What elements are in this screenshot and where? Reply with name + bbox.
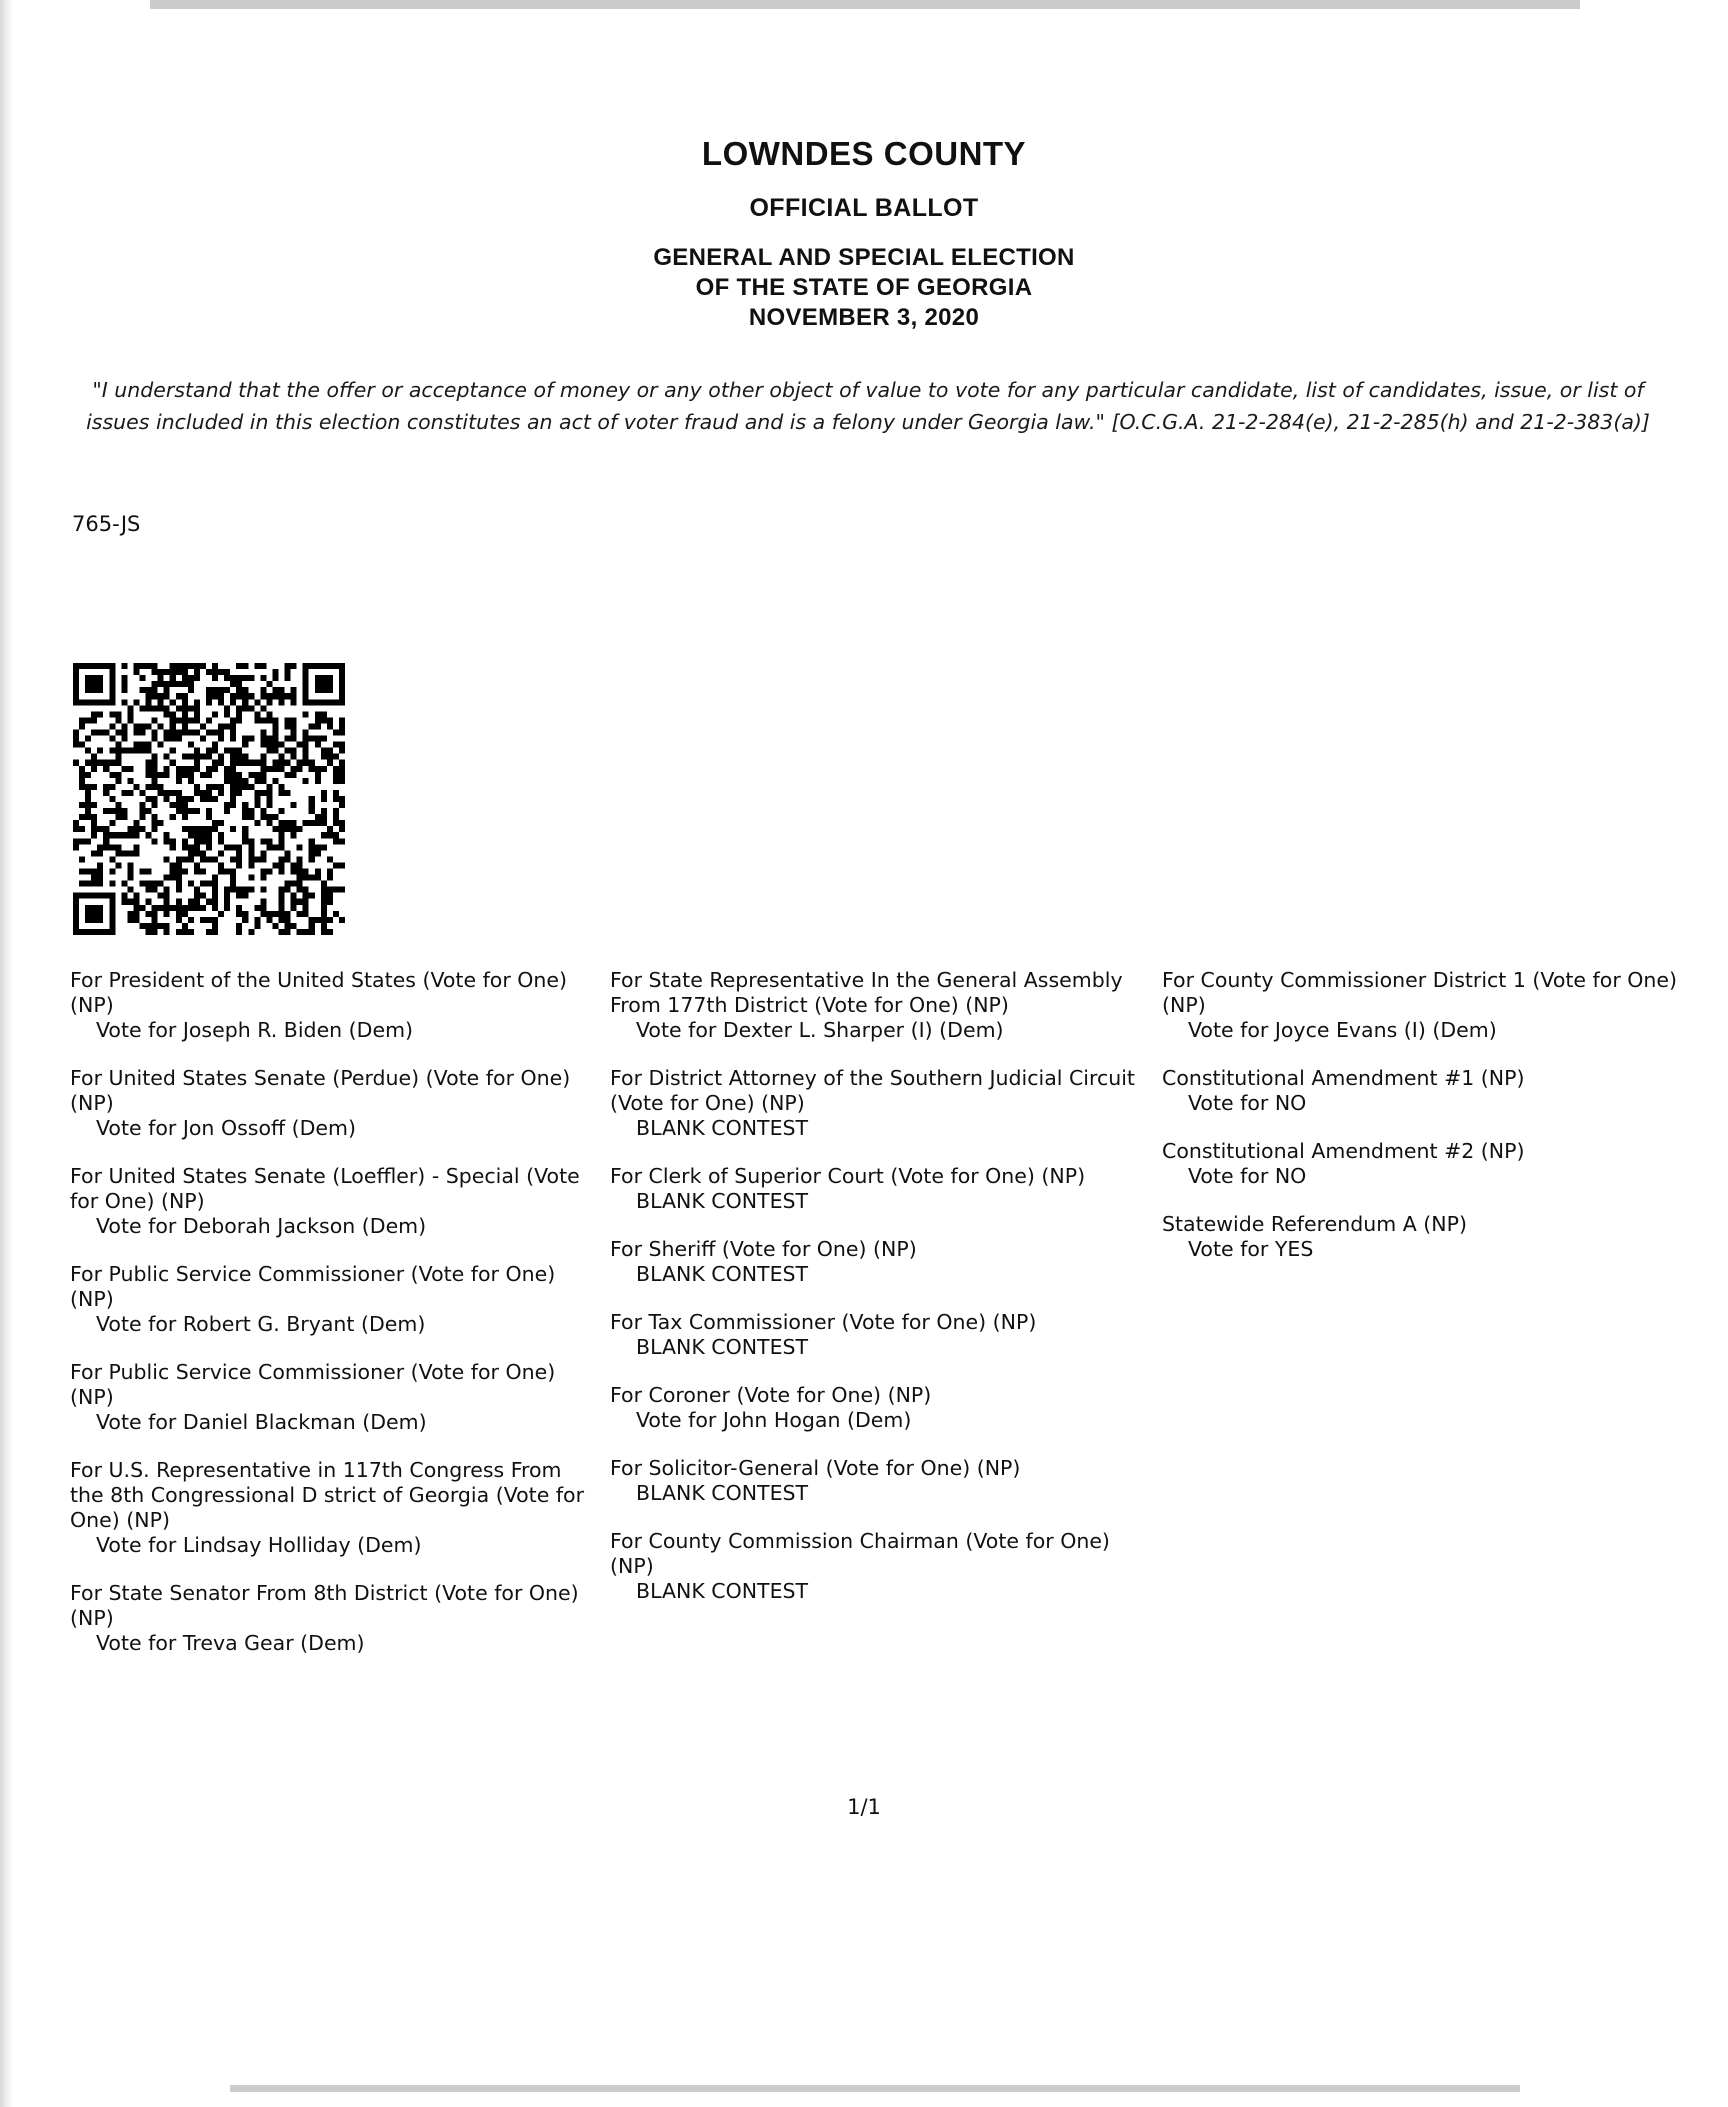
contest-selection: Vote for Dexter L. Sharper (I) (Dem) — [636, 1018, 1004, 1042]
contest-block — [1162, 968, 1682, 1043]
contest-block — [70, 1360, 590, 1435]
contest-title: For State Senator From 8th District (Vote for One) (NP) — [70, 1581, 579, 1630]
contest-title: For State Representative In the General Assembly From 177th District (Vote for One) (NP) — [610, 968, 1123, 1017]
election-date: NOVEMBER 3, 2020 — [748, 304, 980, 331]
election-heading-line1: GENERAL AND SPECIAL ELECTION — [653, 244, 1075, 271]
contest-columns — [70, 968, 1678, 1728]
ballot-qr-code — [73, 663, 345, 935]
contest-block — [610, 1310, 1150, 1360]
contest-title: Constitutional Amendment #2 (NP) — [1162, 1139, 1525, 1163]
contest-block — [70, 1458, 590, 1558]
page-number: 1/1 — [847, 1795, 881, 1819]
contest-block — [70, 1581, 590, 1656]
contest-column-2 — [610, 968, 1150, 1627]
ballot-style-id: 765-JS — [72, 512, 141, 536]
contest-selection: BLANK CONTEST — [636, 1481, 809, 1505]
contest-block — [70, 968, 590, 1043]
contest-title: For County Commission Chairman (Vote for One) (NP) — [610, 1529, 1110, 1578]
voter-fraud-oath-text: "I understand that the offer or acceptance of money or any other object of value to vote for any particular candidate, list of candidates, issue, or list of issues included in this election constitutes an act of voter fraud and is a felony under Georgia law." [O.C.G.A. 21-2-284(e), 21-2-285(h) and 21-2-383(a)] — [86, 378, 1650, 434]
contest-selection: Vote for Treva Gear (Dem) — [96, 1631, 365, 1655]
contest-title: For Solicitor-General (Vote for One) (NP) — [610, 1456, 1021, 1480]
contest-title: Statewide Referendum A (NP) — [1162, 1212, 1467, 1236]
page-title: LOWNDES COUNTY — [701, 135, 1027, 172]
contest-selection: Vote for Daniel Blackman (Dem) — [96, 1410, 427, 1434]
contest-block — [610, 968, 1150, 1043]
contest-block — [610, 1164, 1150, 1214]
contest-block — [70, 1262, 590, 1337]
contest-selection: Vote for Robert G. Bryant (Dem) — [96, 1312, 426, 1336]
contest-block — [610, 1383, 1150, 1433]
contest-block — [70, 1164, 590, 1239]
official-ballot-label: OFFICIAL BALLOT — [749, 194, 979, 222]
contest-selection: Vote for John Hogan (Dem) — [636, 1408, 912, 1432]
election-heading-line2: OF THE STATE OF GEORGIA — [695, 274, 1033, 301]
contest-block — [1162, 1066, 1682, 1116]
contest-title: For Sheriff (Vote for One) (NP) — [610, 1237, 917, 1261]
contest-block — [610, 1529, 1150, 1604]
contest-title: For Coroner (Vote for One) (NP) — [610, 1383, 932, 1407]
contest-selection: Vote for Lindsay Holliday (Dem) — [96, 1533, 422, 1557]
contest-selection: BLANK CONTEST — [636, 1335, 809, 1359]
contest-title: For President of the United States (Vote for One) (NP) — [70, 968, 568, 1017]
contest-title: For Public Service Commissioner (Vote for One) (NP) — [70, 1360, 556, 1409]
contest-title: For County Commissioner District 1 (Vote for One) (NP) — [1162, 968, 1678, 1017]
contest-selection: Vote for NO — [1188, 1164, 1307, 1188]
contest-selection: Vote for Joseph R. Biden (Dem) — [96, 1018, 414, 1042]
contest-title: For Tax Commissioner (Vote for One) (NP) — [610, 1310, 1037, 1334]
contest-title: For United States Senate (Perdue) (Vote for One) (NP) — [70, 1066, 571, 1115]
contest-block — [610, 1237, 1150, 1287]
contest-selection: Vote for Deborah Jackson (Dem) — [96, 1214, 427, 1238]
contest-block — [1162, 1139, 1682, 1189]
contest-block — [610, 1456, 1150, 1506]
contest-title: For Public Service Commissioner (Vote for One) (NP) — [70, 1262, 556, 1311]
contest-column-1 — [70, 968, 590, 1679]
contest-title: For District Attorney of the Southern Judicial Circuit (Vote for One) (NP) — [610, 1066, 1135, 1115]
contest-title: For Clerk of Superior Court (Vote for One) (NP) — [610, 1164, 1086, 1188]
contest-block — [610, 1066, 1150, 1141]
contest-title: For U.S. Representative in 117th Congress From the 8th Congressional D strict of Georgia (Vote for One) (NP) — [70, 1458, 585, 1532]
contest-selection: Vote for Jon Ossoff (Dem) — [96, 1116, 356, 1140]
qr-code-icon — [73, 663, 345, 935]
contest-selection: BLANK CONTEST — [636, 1189, 809, 1213]
election-heading — [0, 243, 1728, 333]
contest-column-3 — [1162, 968, 1682, 1285]
contest-selection: BLANK CONTEST — [636, 1262, 809, 1286]
contest-block — [70, 1066, 590, 1141]
contest-block — [1162, 1212, 1682, 1262]
contest-selection: BLANK CONTEST — [636, 1116, 809, 1140]
contest-selection: Vote for YES — [1188, 1237, 1314, 1261]
contest-title: Constitutional Amendment #1 (NP) — [1162, 1066, 1525, 1090]
contest-title: For United States Senate (Loeffler) - Special (Vote for One) (NP) — [70, 1164, 580, 1213]
contest-selection: BLANK CONTEST — [636, 1579, 809, 1603]
contest-selection: Vote for Joyce Evans (I) (Dem) — [1188, 1018, 1497, 1042]
contest-selection: Vote for NO — [1188, 1091, 1307, 1115]
